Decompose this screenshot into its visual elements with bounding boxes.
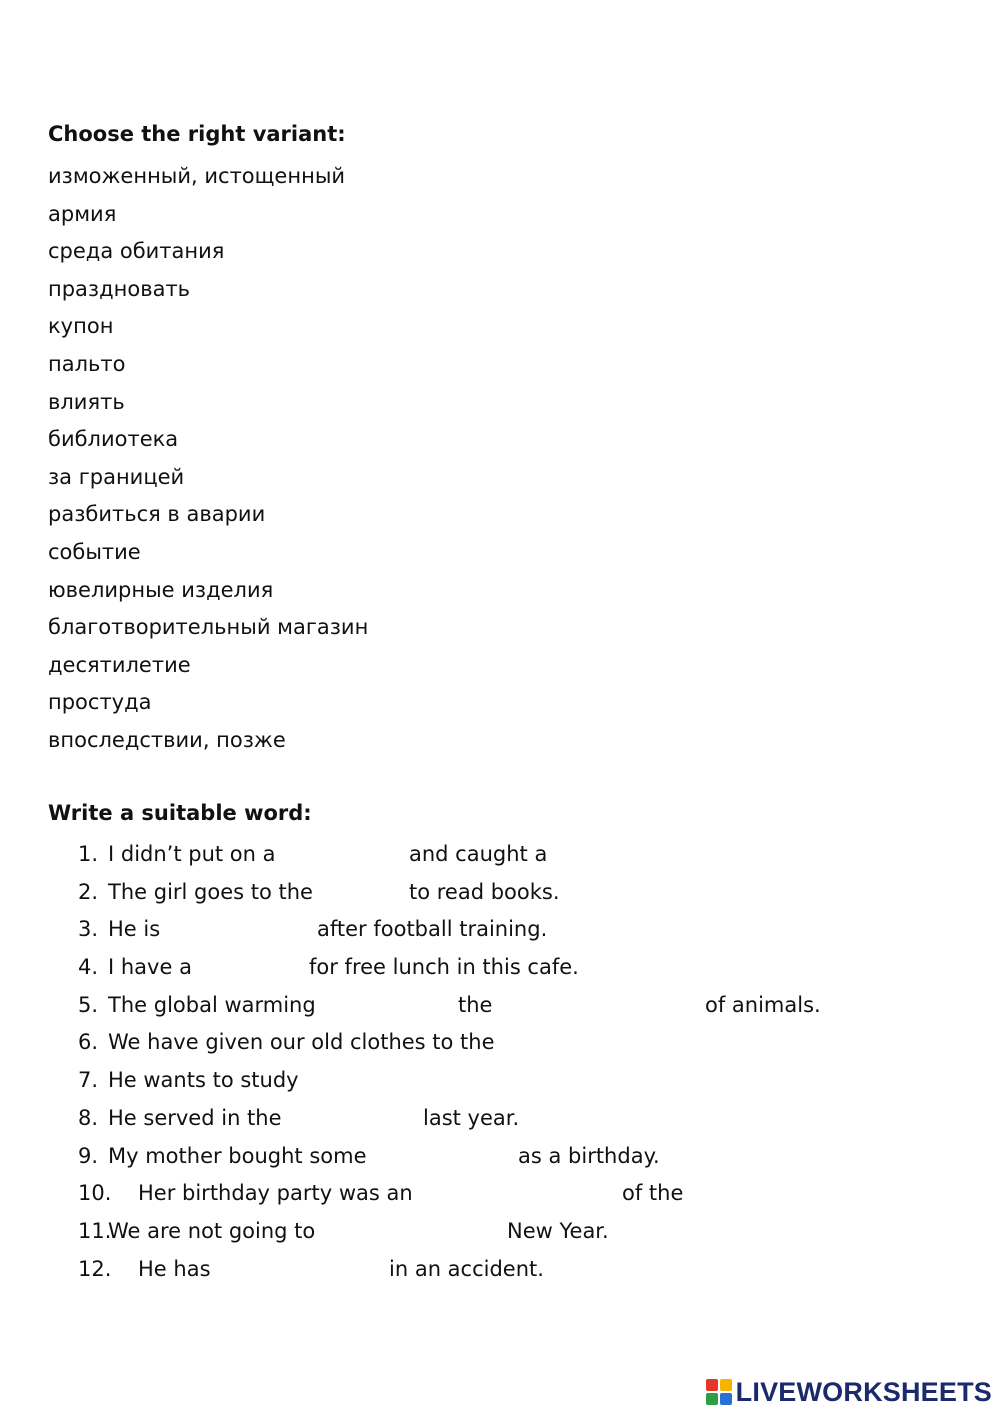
sentence-part: He wants to study — [108, 1068, 299, 1093]
sentence-part: Her birthday party was an — [138, 1181, 413, 1206]
sentence-part: He served in the — [108, 1105, 282, 1130]
exercise-item — [0, 1251, 1000, 1289]
sentence-part: The girl goes to the — [108, 879, 313, 904]
sentence-part: and caught a — [409, 842, 548, 866]
item-number: 7. — [78, 1068, 99, 1093]
sentence-part: as a birthday. — [518, 1143, 660, 1168]
exercise-item — [0, 949, 1000, 987]
vocab-item: армия — [48, 201, 117, 226]
sentence-part: of the — [622, 1181, 684, 1206]
vocab-item: разбиться в аварии — [48, 502, 266, 527]
exercise-item — [0, 1175, 1000, 1213]
sentence-part: to read books. — [409, 879, 560, 904]
sentence-part: We are not going to — [108, 1218, 316, 1243]
exercise-item — [0, 874, 1000, 912]
vocab-item: среда обитания — [48, 239, 225, 264]
exercise-item — [0, 1138, 1000, 1176]
item-number: 11. — [78, 1218, 112, 1243]
vocab-item: купон — [48, 314, 114, 339]
item-number: 5. — [78, 992, 99, 1017]
item-number: 12. — [78, 1256, 112, 1281]
logo-square — [706, 1379, 718, 1391]
vocab-item: событие — [48, 539, 141, 564]
sentence-part: My mother bought some — [108, 1143, 367, 1168]
sentence-part: New Year. — [507, 1218, 609, 1243]
sentence-part: the — [458, 992, 493, 1017]
exercise-item — [0, 836, 1000, 874]
item-number: 9. — [78, 1143, 99, 1168]
sentence-part: in an accident. — [389, 1256, 544, 1281]
sentence-part: last year. — [423, 1105, 520, 1130]
vocab-item: простуда — [48, 690, 152, 715]
sentence-part: I have a — [108, 955, 192, 980]
vocab-item: ювелирные изделия — [48, 577, 274, 602]
sentence-part: I didn’t put on a — [108, 842, 276, 866]
vocab-item: благотворительный магазин — [48, 615, 369, 640]
exercise-item — [0, 1100, 1000, 1138]
item-number: 3. — [78, 917, 99, 942]
vocab-item: десятилетие — [48, 652, 191, 677]
logo-square — [720, 1379, 732, 1391]
sentence-part: We have given our old clothes to the — [108, 1030, 495, 1055]
vocab-item: влиять — [48, 389, 125, 414]
vocab-item: праздновать — [48, 276, 191, 301]
logo-mark-icon — [706, 1379, 732, 1405]
vocab-item: пальто — [48, 351, 126, 376]
exercise-list — [0, 836, 1000, 1288]
item-number: 1. — [78, 842, 99, 866]
section1-title: Choose the right variant: — [48, 122, 346, 146]
sentence-part: of animals. — [705, 992, 821, 1017]
sentence-part: He has — [138, 1256, 211, 1281]
logo-square — [706, 1393, 718, 1405]
item-number: 6. — [78, 1030, 99, 1055]
vocab-item: за границей — [48, 464, 185, 489]
vocab-item: библиотека — [48, 427, 179, 452]
exercise-item — [0, 1213, 1000, 1251]
logo-square — [720, 1393, 732, 1405]
item-number: 2. — [78, 879, 99, 904]
logo-text: LIVEWORKSHEETS — [735, 1376, 992, 1407]
sentence-part: after football training. — [317, 917, 548, 942]
item-number: 4. — [78, 955, 99, 980]
vocab-item: изможенный, истощенный — [48, 164, 346, 188]
liveworksheets-logo — [706, 1375, 992, 1409]
item-number: 8. — [78, 1105, 99, 1130]
sentence-part: The global warming — [108, 992, 316, 1017]
sentence-part: He is — [108, 917, 161, 942]
item-number: 10. — [78, 1181, 112, 1206]
exercise-item — [0, 911, 1000, 949]
vocab-item: впоследствии, позже — [48, 727, 286, 752]
vocabulary-list — [48, 158, 368, 760]
section2-title: Write a suitable word: — [48, 801, 312, 825]
exercise-item — [0, 1024, 1000, 1062]
exercise-item — [0, 1062, 1000, 1100]
sentence-part: for free lunch in this cafe. — [309, 955, 579, 980]
exercise-item — [0, 987, 1000, 1025]
